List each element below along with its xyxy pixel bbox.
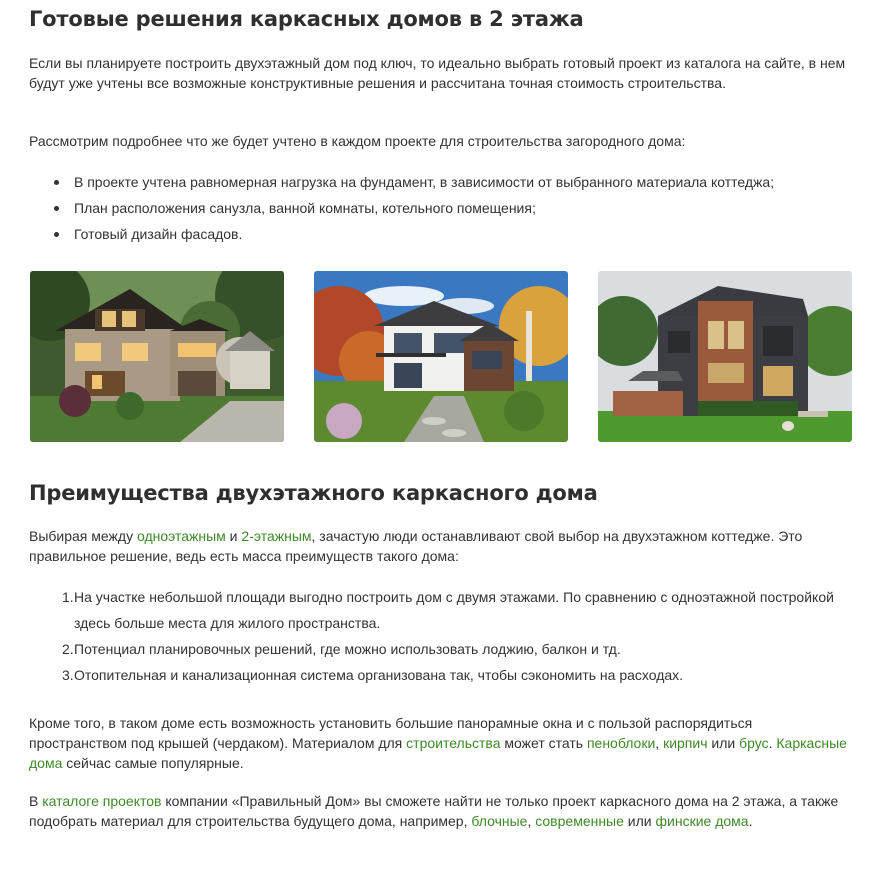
link-project-catalog[interactable]: каталоге проектов	[42, 793, 162, 809]
list-item: 3. Отопительная и канализационная система организована так, чтобы сэкономить на расходах.	[62, 667, 684, 683]
link-block-houses[interactable]: блочные	[471, 813, 528, 829]
house-photo-3	[598, 271, 852, 442]
link-one-storey[interactable]: одноэтажным	[136, 528, 226, 544]
link-houses[interactable]: дома	[715, 813, 749, 829]
lead-paragraph: Рассмотрим подробнее что же будет учтено в каждом проекте для строительства загородного дома:	[29, 133, 686, 149]
intro-paragraph: Если вы планируете построить двухэтажный дом под ключ, то идеально выбрать готовый проект из каталога на сайте, в нем будут уже учтены все возможные конструктивные решения и рассчитана точная стоимость строительства.	[29, 55, 846, 91]
advantages-paragraph: Выбирая между одноэтажным и 2-этажным, зачастую люди останавливают свой выбор на двухэтажном коттедже. Это правильное решение, ведь есть масса преимуществ такого дома:	[29, 528, 803, 564]
house-photo-1	[30, 271, 284, 442]
list-item: Готовый дизайн фасадов.	[30, 221, 774, 247]
link-construction[interactable]: строительства	[406, 735, 501, 751]
catalog-paragraph: В каталоге проектов компании «Правильный Дом» вы сможете найти не только проект каркасного дома на 2 этажа, а также подобрать материал для строительства будущего дома, например, блочные, современные или финские дома.	[29, 793, 839, 829]
features-list	[30, 169, 774, 247]
link-finnish-houses[interactable]: финские	[655, 813, 712, 829]
house-photo-2	[314, 271, 568, 442]
link-frame-houses[interactable]: Каркасные дома	[29, 735, 847, 771]
advantages-list	[30, 584, 834, 688]
link-two-storey[interactable]: 2-этажным	[241, 528, 312, 544]
list-item: В проекте учтена равномерная нагрузка на фундамент, в зависимости от выбранного материала коттеджа;	[30, 169, 774, 195]
link-foam-blocks[interactable]: пеноблоки	[586, 735, 656, 751]
list-item: План расположения санузла, ванной комнаты, котельного помещения;	[30, 195, 774, 221]
list-item: 1. На участке небольшой площади выгодно построить дом с двумя этажами. По сравнению с одноэтажной постройкой здесь больше места для жилого пространства.	[62, 589, 834, 631]
list-item: 2. Потенциал планировочных решений, где можно использовать лоджию, балкон и тд.	[62, 641, 621, 657]
section-title-ready-solutions: Готовые решения каркасных домов в 2 этажа	[29, 7, 584, 31]
link-modern-houses[interactable]: современные	[535, 813, 624, 829]
materials-paragraph: Кроме того, в таком доме есть возможность установить большие панорамные окна и с пользой распорядиться пространством под крышей (чердаком). Материалом для строительства может стать пеноблоки, кирпич или брус. Каркасные дома сейчас самые популярные.	[29, 715, 847, 771]
link-timber[interactable]: брус	[739, 735, 769, 751]
link-brick[interactable]: кирпич	[663, 735, 708, 751]
section-title-advantages: Преимущества двухэтажного каркасного дома	[29, 481, 598, 505]
